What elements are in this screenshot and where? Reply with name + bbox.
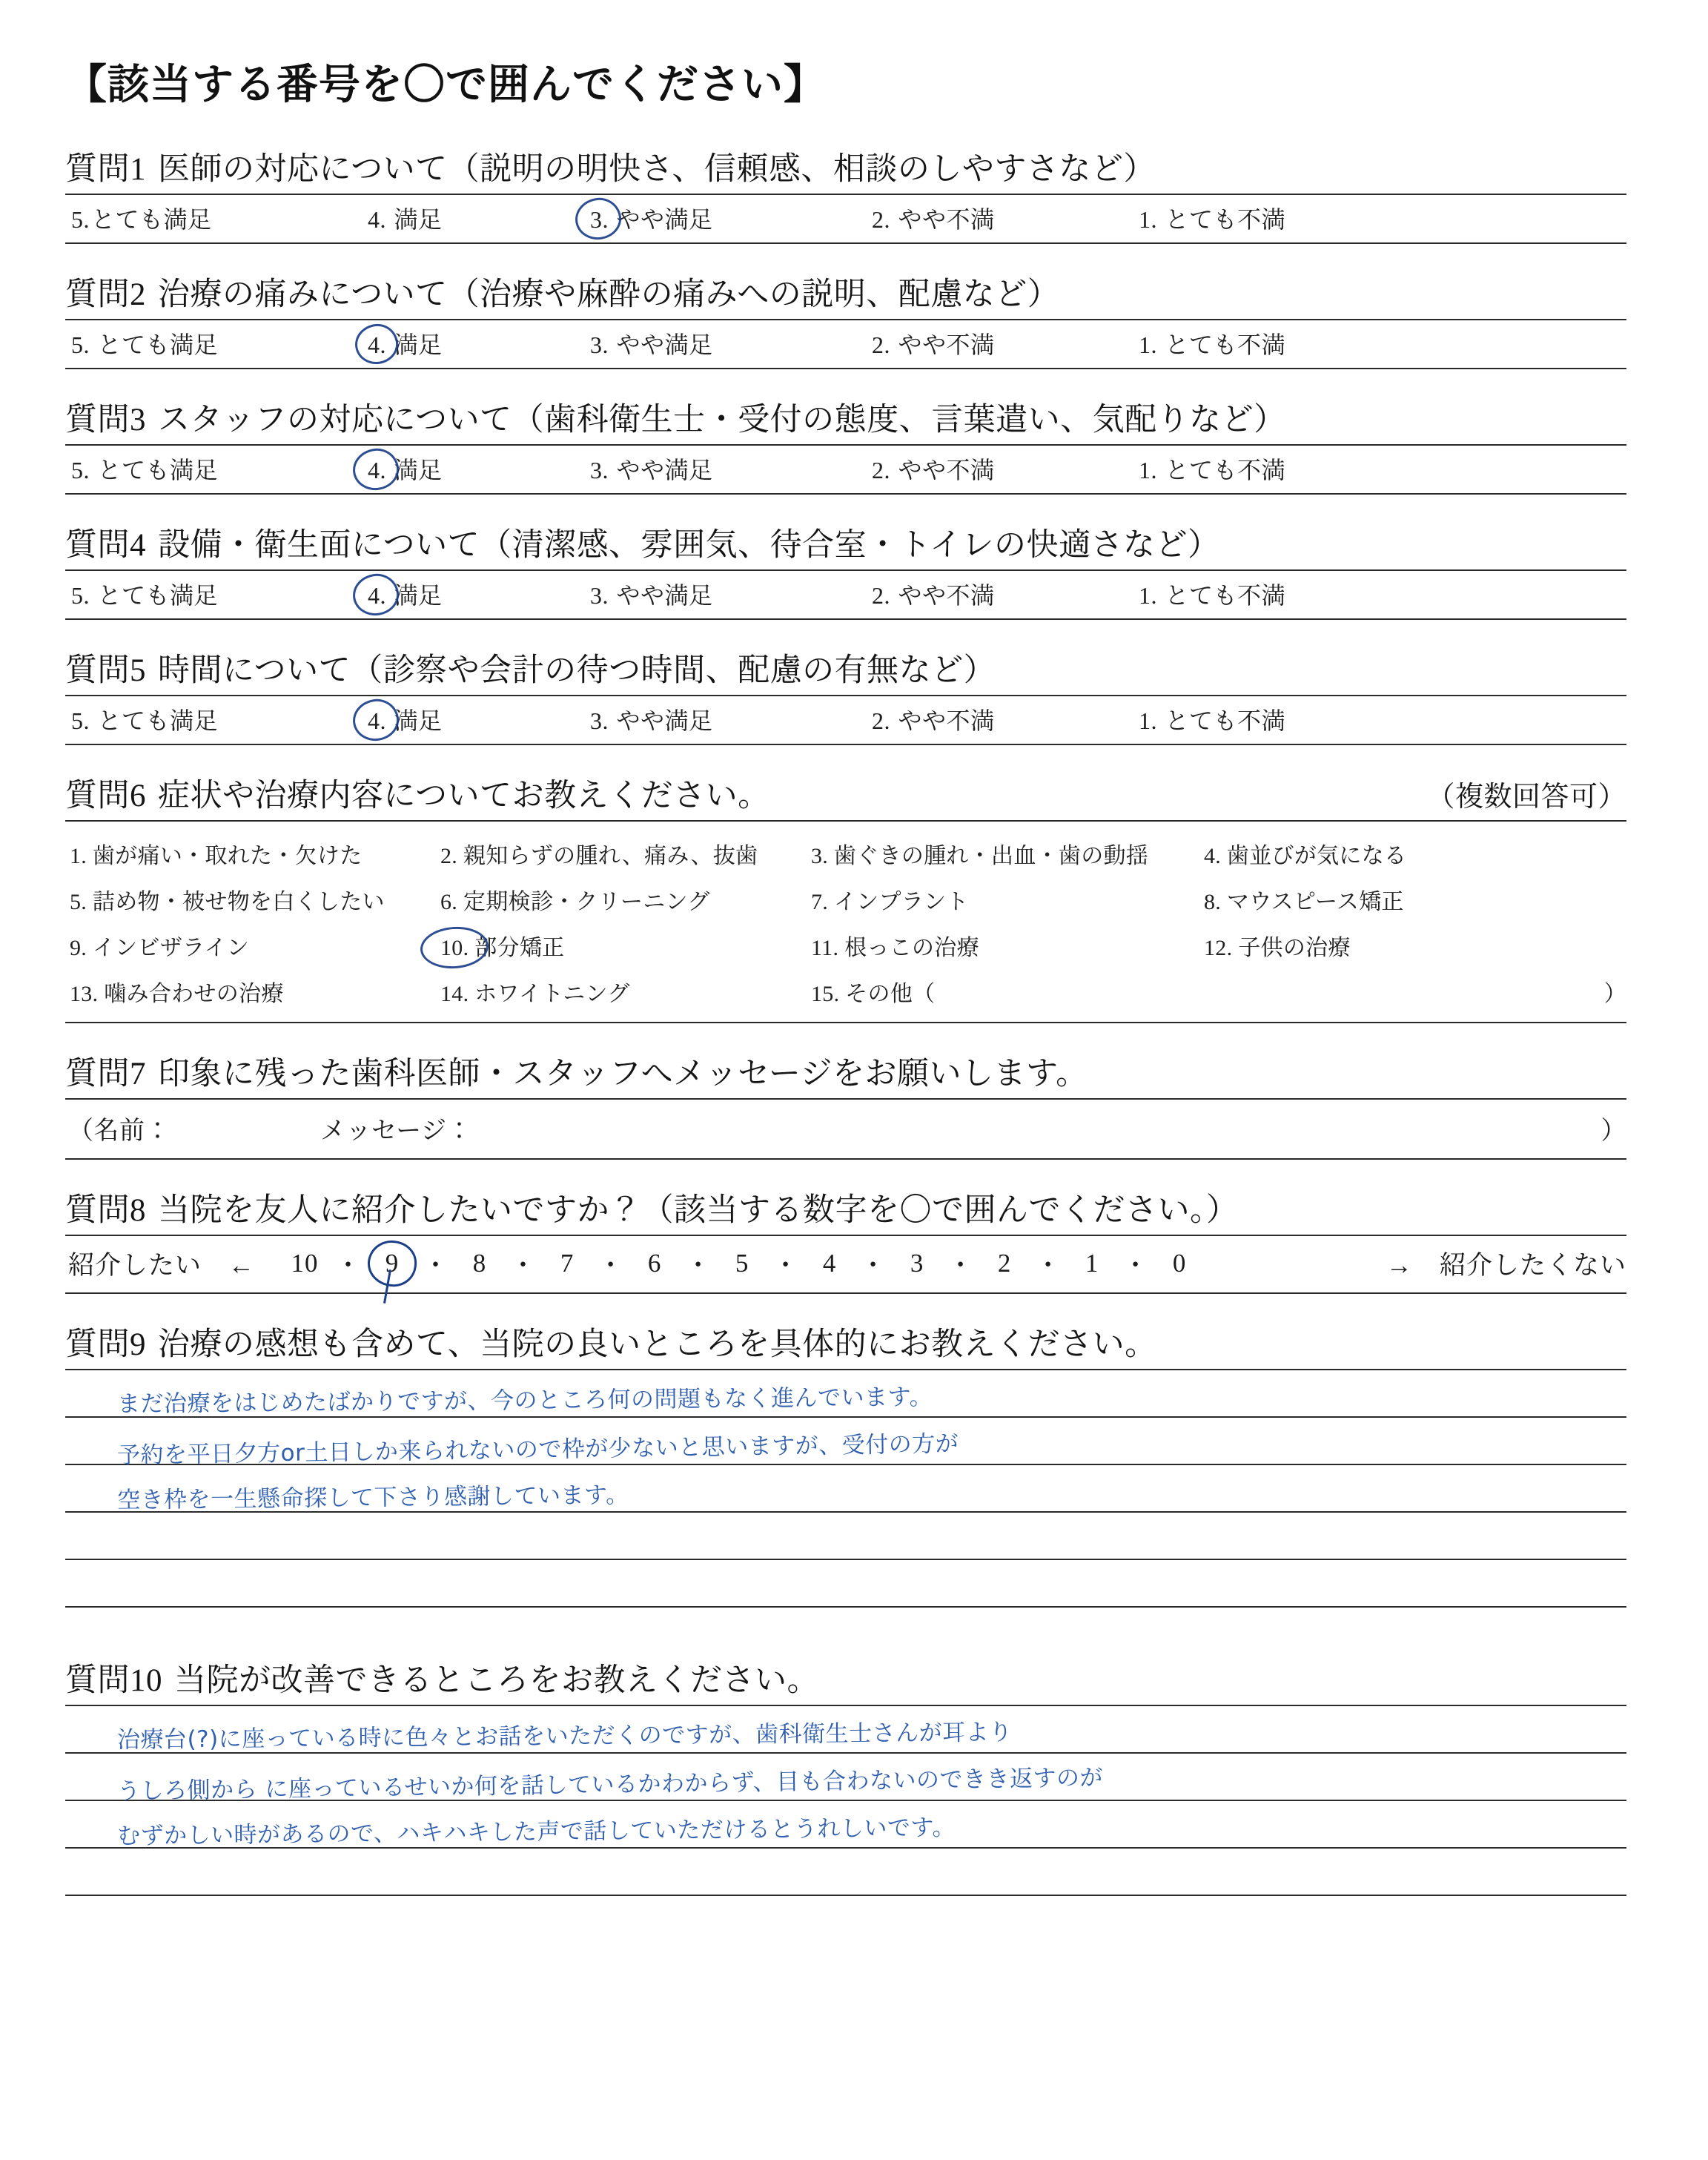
- handwritten-answer-line: 空き枠を一生懸命探して下さり感謝しています。: [116, 1482, 629, 1514]
- q5-option-1[interactable]: 1. とても不満: [1139, 707, 1286, 734]
- handwritten-answer-line: うしろ側から に座っているせいか何を話しているかわからず、目も合わないのできき返すのが: [116, 1764, 1104, 1806]
- q8-option-0[interactable]: 0: [1172, 1249, 1187, 1278]
- question-block-4: [65, 520, 1626, 620]
- q8-sep: ・: [423, 1251, 450, 1280]
- question-9-title: [65, 1319, 1626, 1364]
- question-8-title: [65, 1185, 1626, 1230]
- q8-left-label: 紹介したい ←: [68, 1251, 256, 1280]
- q7-message-label[interactable]: メッセージ：: [320, 1117, 472, 1145]
- q8-right-label: → 紹介したくない: [1386, 1251, 1626, 1280]
- handwritten-answer-line: [117, 1595, 1612, 1608]
- q1-option-1[interactable]: 1. とても不満: [1139, 206, 1286, 233]
- question-block-3: [65, 394, 1626, 495]
- answer-line[interactable]: [65, 1513, 1626, 1560]
- q5-option-5[interactable]: 5. とても満足: [71, 707, 219, 734]
- question-2-title: [65, 269, 1626, 314]
- question-10-number: 質問10: [65, 1663, 162, 1698]
- answer-line[interactable]: [65, 1706, 1626, 1754]
- question-6-title: [65, 770, 1626, 816]
- q8-sep: ・: [510, 1251, 537, 1280]
- q8-option-4[interactable]: 4: [822, 1249, 837, 1278]
- q2-option-3[interactable]: 3. やや満足: [590, 331, 713, 358]
- q6-option-14[interactable]: 14. ホワイトニング: [440, 982, 630, 1006]
- q8-option-8[interactable]: 8: [472, 1249, 487, 1278]
- question-1-number: 質問1: [65, 152, 146, 187]
- question-block-8: [65, 1185, 1626, 1294]
- pen-stroke: [383, 1269, 391, 1304]
- question-block-5: [65, 645, 1626, 745]
- answer-line[interactable]: [65, 1560, 1626, 1608]
- q6-option-15[interactable]: 15. その他（: [811, 982, 936, 1006]
- answer-line[interactable]: [65, 1849, 1626, 1896]
- question-9-answer-area[interactable]: [65, 1369, 1626, 1608]
- choice-row: [70, 968, 1626, 1014]
- handwritten-answer-line: [117, 1883, 1612, 1897]
- q8-sep: ・: [772, 1251, 800, 1280]
- question-8-number: 質問8: [65, 1193, 146, 1228]
- q4-option-2[interactable]: 2. やや不満: [872, 582, 995, 609]
- question-block-9: [65, 1319, 1626, 1608]
- question-3-text: スタッフの対応について（歯科衛生士・受付の態度、言葉遣い、気配りなど）: [158, 403, 1286, 437]
- question-6-note: （複数回答可）: [1426, 782, 1626, 813]
- q3-option-4[interactable]: 4. 満足: [368, 457, 443, 483]
- q3-option-1[interactable]: 1. とても不満: [1139, 457, 1286, 483]
- q6-option-11[interactable]: 11. 根っこの治療: [811, 936, 979, 960]
- q5-option-3[interactable]: 3. やや満足: [590, 707, 713, 734]
- q8-sep: ・: [598, 1251, 625, 1280]
- question-5-title: [65, 645, 1626, 690]
- q8-scale-items: [288, 1245, 1196, 1282]
- question-6-number: 質問6: [65, 779, 146, 813]
- question-10-answer-area[interactable]: [65, 1705, 1626, 1896]
- answer-line[interactable]: [65, 1465, 1626, 1513]
- q8-option-3[interactable]: 3: [910, 1249, 924, 1278]
- question-7-number: 質問7: [65, 1057, 146, 1091]
- question-9-number: 質問9: [65, 1327, 146, 1362]
- question-4-text: 設備・衛生面について（清潔感、雰囲気、待合室・トイレの快適さなど）: [158, 528, 1220, 563]
- question-10-title: [65, 1655, 1626, 1700]
- question-block-2: [65, 269, 1626, 369]
- q8-option-7[interactable]: 7: [560, 1249, 575, 1278]
- q7-name-label: （名前：: [68, 1117, 171, 1145]
- question-4-scale: [65, 571, 1626, 620]
- handwritten-answer-line: 予約を平日夕方or土日しか来られないので枠が少ないと思いますが、受付の方が: [116, 1430, 959, 1470]
- q2-option-5[interactable]: 5. とても満足: [71, 331, 219, 358]
- q4-option-5[interactable]: 5. とても満足: [71, 582, 219, 609]
- q7-close-paren: ）: [1601, 1117, 1626, 1145]
- q6-option-9[interactable]: 9. インビザライン: [70, 936, 250, 960]
- question-8-text: 当院を友人に紹介したいですか？（該当する数字を〇で囲んでください。）: [158, 1193, 1239, 1228]
- answer-line[interactable]: [65, 1370, 1626, 1418]
- q2-option-4[interactable]: 4. 満足: [368, 331, 443, 358]
- question-3-number: 質問3: [65, 403, 146, 437]
- q2-option-2[interactable]: 2. やや不満: [872, 331, 995, 358]
- choice-row: [70, 876, 1626, 922]
- q6-option-13[interactable]: 13. 噛み合わせの治療: [70, 982, 284, 1006]
- question-block-7: [65, 1048, 1626, 1160]
- question-10-text: 当院が改善できるところをお教えください。: [174, 1663, 819, 1698]
- q1-option-5[interactable]: 5.とても満足: [71, 206, 212, 233]
- q6-option-7[interactable]: 7. インプラント: [811, 890, 969, 914]
- question-block-1: [65, 144, 1626, 244]
- q1-option-2[interactable]: 2. やや不満: [872, 206, 995, 233]
- answer-line[interactable]: [65, 1418, 1626, 1470]
- q8-sep: ・: [685, 1251, 712, 1280]
- question-1-scale: [65, 195, 1626, 244]
- q6-option-4[interactable]: 4. 歯並びが気になる: [1204, 844, 1407, 868]
- q6-other-close: ）: [1603, 982, 1626, 1006]
- handwritten-answer-line: 治療台(?)に座っている時に色々とお話をいただくのですが、歯科衛生士さんが耳より: [116, 1719, 1013, 1754]
- question-3-title: [65, 394, 1626, 440]
- q3-option-3[interactable]: 3. やや満足: [590, 457, 713, 483]
- question-4-title: [65, 520, 1626, 565]
- question-3-scale: [65, 446, 1626, 495]
- q1-option-4[interactable]: 4. 満足: [368, 206, 443, 233]
- q8-sep: ・: [1122, 1251, 1150, 1280]
- q4-option-1[interactable]: 1. とても不満: [1139, 582, 1286, 609]
- question-1-title: [65, 144, 1626, 189]
- question-6-options: [65, 820, 1626, 1023]
- q3-option-2[interactable]: 2. やや不満: [872, 457, 995, 483]
- q6-option-8[interactable]: 8. マウスピース矯正: [1204, 890, 1404, 914]
- q6-option-6[interactable]: 6. 定期検診・クリーニング: [440, 890, 710, 914]
- question-5-text: 時間について（診察や会計の待つ時間、配慮の有無など）: [158, 653, 996, 688]
- q1-option-3[interactable]: 3. やや満足: [590, 206, 713, 233]
- question-7-title: [65, 1048, 1626, 1094]
- q8-option-2[interactable]: 2: [997, 1249, 1012, 1278]
- question-2-scale: [65, 320, 1626, 369]
- q6-option-3[interactable]: 3. 歯ぐきの腫れ・出血・歯の動揺: [811, 844, 1149, 868]
- q4-option-4[interactable]: 4. 満足: [368, 582, 443, 609]
- question-2-text: 治療の痛みについて（治療や麻酔の痛みへの説明、配慮など）: [158, 277, 1060, 312]
- choice-row: [70, 830, 1626, 876]
- handwritten-answer-line: まだ治療をはじめたばかりですが、今のところ何の問題もなく進んでいます。: [116, 1384, 933, 1418]
- question-5-scale: [65, 696, 1626, 745]
- question-7-text: 印象に残った歯科医師・スタッフへメッセージをお願いします。: [158, 1057, 1088, 1091]
- q6-option-12[interactable]: 12. 子供の治療: [1204, 936, 1351, 960]
- q5-option-2[interactable]: 2. やや不満: [872, 707, 995, 734]
- q6-option-1[interactable]: 1. 歯が痛い・取れた・欠けた: [70, 844, 363, 868]
- question-8-scale: [65, 1235, 1626, 1294]
- question-5-number: 質問5: [65, 653, 146, 688]
- q6-option-2[interactable]: 2. 親知らずの腫れ、痛み、抜歯: [440, 844, 758, 868]
- handwritten-answer-line: むずかしい時があるので、ハキハキした声で話していただけるとうれしいです。: [116, 1814, 956, 1850]
- answer-line[interactable]: [65, 1754, 1626, 1806]
- q8-option-10[interactable]: 10: [291, 1249, 319, 1278]
- answer-line[interactable]: [65, 1801, 1626, 1849]
- choice-row: [70, 922, 1626, 968]
- page-title: 【該当する番号を〇で囲んでください】: [65, 62, 826, 108]
- q4-option-3[interactable]: 3. やや満足: [590, 582, 713, 609]
- q8-option-9[interactable]: 9: [375, 1249, 409, 1278]
- question-1-text: 医師の対応について（説明の明快さ、信頼感、相談のしやすさなど）: [158, 152, 1156, 187]
- q8-sep: ・: [860, 1251, 887, 1280]
- q8-sep: ・: [335, 1251, 363, 1280]
- question-4-number: 質問4: [65, 528, 146, 563]
- q8-sep: ・: [947, 1251, 975, 1280]
- question-7-answer-row: [65, 1098, 1626, 1160]
- q5-option-4[interactable]: 4. 満足: [368, 707, 443, 734]
- q8-option-5[interactable]: 5: [735, 1249, 749, 1278]
- q2-option-1[interactable]: 1. とても不満: [1139, 331, 1286, 358]
- q8-option-6[interactable]: 6: [647, 1249, 662, 1278]
- question-block-10: [65, 1655, 1626, 1896]
- question-6-text: 症状や治療内容についてお教えください。: [158, 779, 770, 813]
- question-9-text: 治療の感想も含めて、当院の良いところを具体的にお教えください。: [158, 1327, 1157, 1362]
- q8-sep: ・: [1035, 1251, 1062, 1280]
- q6-option-10[interactable]: 10. 部分矯正: [440, 936, 565, 960]
- q3-option-5[interactable]: 5. とても満足: [71, 457, 219, 483]
- question-block-6: [65, 770, 1626, 1023]
- question-2-number: 質問2: [65, 277, 146, 312]
- q6-option-5[interactable]: 5. 詰め物・被せ物を白くしたい: [70, 890, 385, 914]
- q8-option-1[interactable]: 1: [1085, 1249, 1099, 1278]
- handwritten-answer-line: [117, 1548, 1612, 1561]
